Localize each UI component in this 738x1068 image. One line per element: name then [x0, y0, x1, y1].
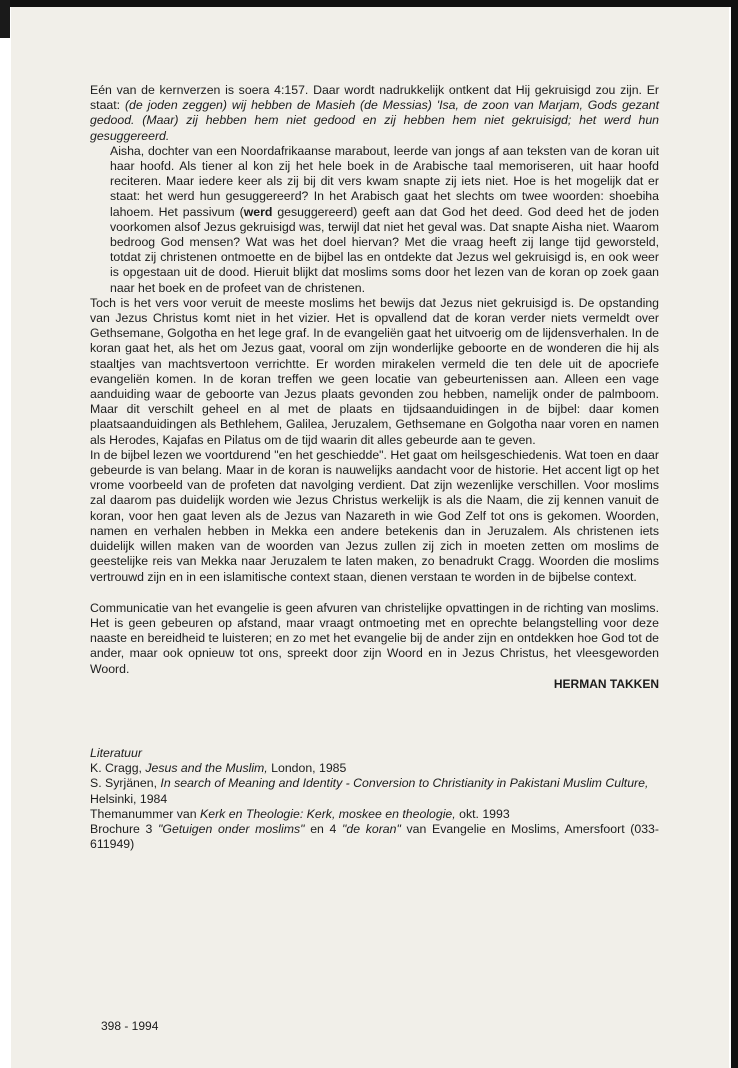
literature-ref-4: Brochure 3 "Getuigen onder moslims" en 4 "de koran" van Evangelie en Moslims, Amersfoort (033-611949) — [90, 821, 659, 852]
author-name: HERMAN TAKKEN — [553, 676, 659, 691]
document-page — [11, 7, 729, 1068]
paragraph-opstanding: Toch is het vers voor veruit de meeste moslims het bewijs dat Jezus niet gekruisigd is. De opstanding van Jezus Christus komt niet in het vizier. Het is opvallend dat de koran verder niets vermeldt over Gethsemane, Golgotha en het lege graf. In de evangeliën gaat het uitvoerig om de lijdensverhalen. In de koran gaat het, als het om Jezus gaat, vooral om zijn wonderlijke geboorte en de wonderen die hij als staaltjes van machtsvertoon verrichtte. Er worden mirakelen vermeld die ten dele uit de apocriefe evangeliën komen. In de koran treffen we geen locatie van gebeurtenissen aan. Alleen een vage aanduiding waar de geboorte van Jezus plaats gevonden zou hebben, namelijk onder de palmboom. Maar dit verschilt geheel en al met de plaats en tijdsaanduidingen in de bijbel: daar komen plaatsaanduidingen als Bethlehem, Galilea, Jeruzalem, Gethsemane en Golgotha naar voren en namen als Herodes, Kajafas en Pilatus om de tijd waarin dit alles gebeurde aan te geven. — [90, 295, 659, 447]
quran-quote: (de joden zeggen) wij hebben de Masieh (de Messias) 'Isa, de zoon van Marjam, Gods gezant gedood. (Maar) zij hebben hem niet gedood en zij hebben hem niet gekruisigd; het werd hun gesuggereerd. — [90, 98, 659, 143]
paragraph-bijbel: In de bijbel lezen we voortdurend "en het geschiedde". Het gaat om heilsgeschiedenis. Wat toen en daar gebeurde is van belang. Maar in de koran is nauwelijks aandacht voor de historie. Het accent ligt op het vrome voorbeeld van de profeten dat navolging verdient. Dat zijn wezenlijke verschillen. Voor moslims zal daarom pas duidelijk worden wie Jezus Christus werkelijk is als die Naam, die zij kennen vanuit de koran, voor hen gaat leven als de Jezus van Nazareth in wie God Zelf tot ons is gekomen. Woorden, namen en verhalen hebben in Mekka een andere betekenis dan in Jeruzalem. Als christenen iets duidelijk willen maken van de woorden van Jezus zullen zij zich in moeten zetten om moslims de geestelijke reis van Mekka naar Jeruzalem te laten maken, zo benadrukt Cragg. Woorden die moslims vertrouwd zijn en in een islamitische context staan, dienen verstaan te worden in de bijbelse context. — [90, 447, 659, 584]
literature-heading: Literatuur — [90, 745, 142, 760]
literature-ref-3: Themanummer van Kerk en Theologie: Kerk, moskee en theologie, okt. 1993 — [90, 806, 510, 821]
paragraph-aisha: Aisha, dochter van een Noordafrikaanse marabout, leerde van jongs af aan teksten van de koran uit haar hoofd. Als tiener al kon zij het hele boek in de Arabische taal memoriseren, uit haar hoofd reciteren. Maar iedere keer als zij bij dit vers kwam snapte zij iets niet. Hoe is het mogelijk dat er staat: het werd hun gesuggereerd? In het Arabisch gaat het slechts om twee woorden: shoebiha lahoem. Het passivum (werd gesuggereerd) geeft aan dat God het deed. God deed het de joden voorkomen alsof Jezus gekruisigd was, terwijl dat niet het geval was. Dat snapte Aisha niet. Waarom bedroog God mensen? Wat was het doel hiervan? Met die vraag heeft zij lange tijd geworsteld, totdat zij christenen ontmoette en de bijbel las en ontdekte dat Jezus wel gekruisigd is, en ook weer is opgestaan uit de dood. Hieruit blijkt dat moslims soms door het lezen van de koran op zoek gaan naar het boek en de profeet van de christenen. — [110, 143, 659, 295]
bold-word: werd — [243, 204, 273, 219]
page-number: 398 - 1994 — [101, 1019, 159, 1033]
scan-border-top — [0, 0, 738, 7]
paragraph-communicatie: Communicatie van het evangelie is geen afvuren van christelijke opvattingen in de richting van moslims. Het is geen gebeuren op afstand, maar vraagt ontmoeting met en oprechte belangstelling voor deze naaste en bereidheid te luisteren; en zo met het evangelie bij de ander zijn en ontdekken hoe God tot de ander, maar ook opnieuw tot ons, spreekt door zijn Woord en in Jezus Christus, het vleesgeworden Woord. — [90, 600, 659, 676]
scan-border-right — [731, 0, 738, 1068]
scan-corner-shadow — [0, 0, 10, 38]
literature-ref-1: K. Cragg, Jesus and the Muslim, London, 1985 — [90, 761, 347, 776]
paragraph-kernvers: Eén van de kernverzen is soera 4:157. Daar wordt nadrukkelijk ontkent dat Hij gekruisigd zou zijn. Er staat: (de joden zeggen) wij hebben de Masieh (de Messias) 'Isa, de zoon van Marjam, Gods gezant gedood. (Maar) zij hebben hem niet gedood en zij hebben hem niet gekruisigd; het werd hun gesuggereerd. — [90, 83, 659, 143]
article-body — [90, 83, 659, 852]
literature-ref-2: S. Syrjänen, In search of Meaning and Identity - Conversion to Christianity in Pakistani Muslim Culture, Helsinki, 1984 — [90, 776, 649, 806]
literature-section — [90, 746, 659, 852]
